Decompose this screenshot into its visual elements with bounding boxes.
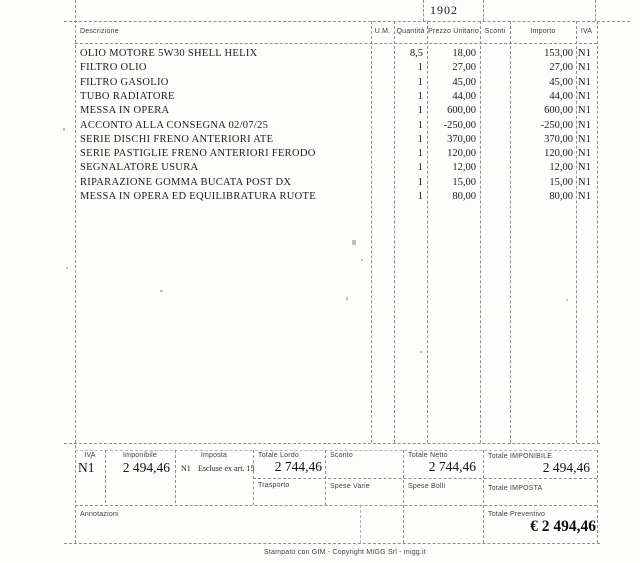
divider [403,450,404,543]
cell-prezzo-unitario: 370,00 [447,133,476,145]
divider [595,0,596,21]
scan-speck [566,299,568,301]
cell-iva: N1 [578,48,591,59]
cell-importo: 600,00 [544,105,573,117]
column-header-sconti: Sconti [484,28,506,35]
column-header-um: U.M. [374,28,391,35]
divider [75,505,597,506]
cell-importo: 80,00 [549,191,573,202]
table-row [75,61,597,75]
cell-quantita: 1 [417,148,423,160]
table-row [75,104,597,118]
header-underline [75,43,597,44]
scan-speck [352,240,356,245]
footer-imponibile-value: 2 494,46 [122,460,170,475]
cell-quantita: 1 [417,105,423,117]
scan-speck [420,351,422,353]
footer-imposta-note: Escluse ex art. 15 [198,464,255,473]
cell-importo: 12,00 [549,162,573,174]
cell-descrizione: ACCONTO ALLA CONSEGNA 02/07/25 [80,119,269,131]
cell-quantita: 1 [417,76,423,88]
cell-prezzo-unitario: 15,00 [452,176,476,188]
cell-iva: N1 [578,119,591,131]
cell-iva: N1 [578,191,591,202]
totale-preventivo-value: € 2 494,46 [530,518,596,535]
cell-importo: 27,00 [549,62,573,74]
cell-prezzo-unitario: 18,00 [452,48,476,59]
footer-totale-lordo-label: Totale Lordo [258,452,299,459]
cell-descrizione: SEGNALATORE USURA [80,162,199,174]
table-row [75,176,597,190]
footer-iva-value: N1 [78,460,95,475]
divider [483,0,484,21]
footer-sconto-label: Sconto [330,452,353,459]
footer-imposta-label: Imposta [200,452,228,459]
cell-importo: 45,00 [549,76,573,88]
footer-spese-bolli-label: Spese Bolli [408,483,446,490]
table-row [75,90,597,104]
cell-quantita: 1 [417,176,423,188]
cell-quantita: 1 [417,133,423,145]
cell-iva: N1 [578,76,591,88]
cell-importo: 120,00 [544,148,573,160]
column-header-iva: IVA [580,28,593,35]
divider [64,21,630,22]
cell-iva: N1 [578,105,591,117]
footer-imposta-code: N1 [181,464,191,473]
column-header-quantita: Quantità [396,28,425,35]
cell-iva: N1 [578,133,591,145]
scan-speck [160,290,163,292]
totale-preventivo-label: Totale Preventivo [488,511,546,518]
scan-speck [90,457,92,459]
document-number: 1902 [430,3,458,17]
cell-prezzo-unitario: 27,00 [452,62,476,74]
cell-iva: N1 [578,148,591,160]
cell-importo: 370,00 [544,133,573,145]
scan-speck [63,128,65,131]
cell-prezzo-unitario: 44,00 [452,90,476,102]
table-row [75,76,597,90]
scan-speck [346,297,348,300]
scan-speck [66,267,68,269]
cell-prezzo-unitario: 80,00 [452,191,476,202]
column-header-importo: Importo [530,28,556,35]
footer-totale-netto-label: Totale Netto [408,452,448,459]
column-header-prezzo-unitario: Prezzo Unitario [428,28,479,35]
cell-iva: N1 [578,62,591,74]
table-row [75,119,597,133]
cell-prezzo-unitario: 600,00 [447,105,476,117]
cell-descrizione: MESSA IN OPERA [80,105,170,117]
cell-importo: -250,00 [540,119,573,131]
print-credit-line: Stampato con GIM - Copyright MIGG Srl - migg.it [264,549,426,556]
divider [360,505,361,543]
cell-importo: 44,00 [549,90,573,102]
cell-descrizione: MESSA IN OPERA ED EQUILIBRATURA RUOTE [80,191,316,202]
cell-descrizione: FILTRO OLIO [80,62,147,74]
cell-prezzo-unitario: 45,00 [452,76,476,88]
cell-importo: 153,00 [544,48,573,59]
cell-iva: N1 [578,176,591,188]
divider [253,478,597,479]
table-row [75,161,597,175]
cell-quantita: 8,5 [409,48,423,59]
cell-iva: N1 [578,162,591,174]
cell-descrizione: SERIE DISCHI FRENO ANTERIORI ATE [80,133,274,145]
cell-descrizione: FILTRO GASOLIO [80,76,169,88]
annotazioni-label: Annotazioni [80,511,119,518]
cell-quantita: 1 [417,119,423,131]
cell-prezzo-unitario: -250,00 [443,119,476,131]
footer-spese-varie-label: Spese Varie [330,483,370,490]
footer-totale-lordo-value: 2 744,46 [274,459,322,474]
cell-quantita: 1 [417,62,423,74]
cell-prezzo-unitario: 120,00 [447,148,476,160]
cell-iva: N1 [578,90,591,102]
divider [423,0,424,21]
footer-iva-label: IVA [84,452,96,459]
cell-descrizione: RIPARAZIONE GOMMA BUCATA POST DX [80,176,292,188]
table-row [75,190,597,204]
cell-importo: 15,00 [549,176,573,188]
cell-quantita: 1 [417,191,423,202]
footer-totale-imponibile-label: Totale IMPONIBILE [488,453,553,460]
divider [75,450,597,451]
footer-imponibile-label: Imponibile [123,452,157,459]
scan-speck [361,259,363,261]
footer-totale-netto-value: 2 744,46 [428,459,476,474]
cell-descrizione: OLIO MOTORE 5W30 SHELL HELIX [80,48,258,59]
cell-descrizione: SERIE PASTIGLIE FRENO ANTERIORI FERODO [80,148,316,160]
footer-totale-imponibile-value: 2 494,46 [542,460,590,475]
line-items-table-body [75,47,597,207]
cell-descrizione: TUBO RADIATORE [80,90,175,102]
divider [597,450,598,543]
document-bottom-border [64,543,600,544]
table-row [75,47,597,61]
divider [325,450,326,505]
footer-totale-imposta-label: Totale IMPOSTA [488,485,543,492]
table-row [75,147,597,161]
cell-quantita: 1 [417,162,423,174]
table-bottom-border [64,443,600,444]
table-row [75,133,597,147]
cell-quantita: 1 [417,90,423,102]
cell-prezzo-unitario: 12,00 [452,162,476,174]
footer-trasporto-label: Trasporto [258,482,290,489]
column-header-descrizione: Descrizione [80,28,119,35]
